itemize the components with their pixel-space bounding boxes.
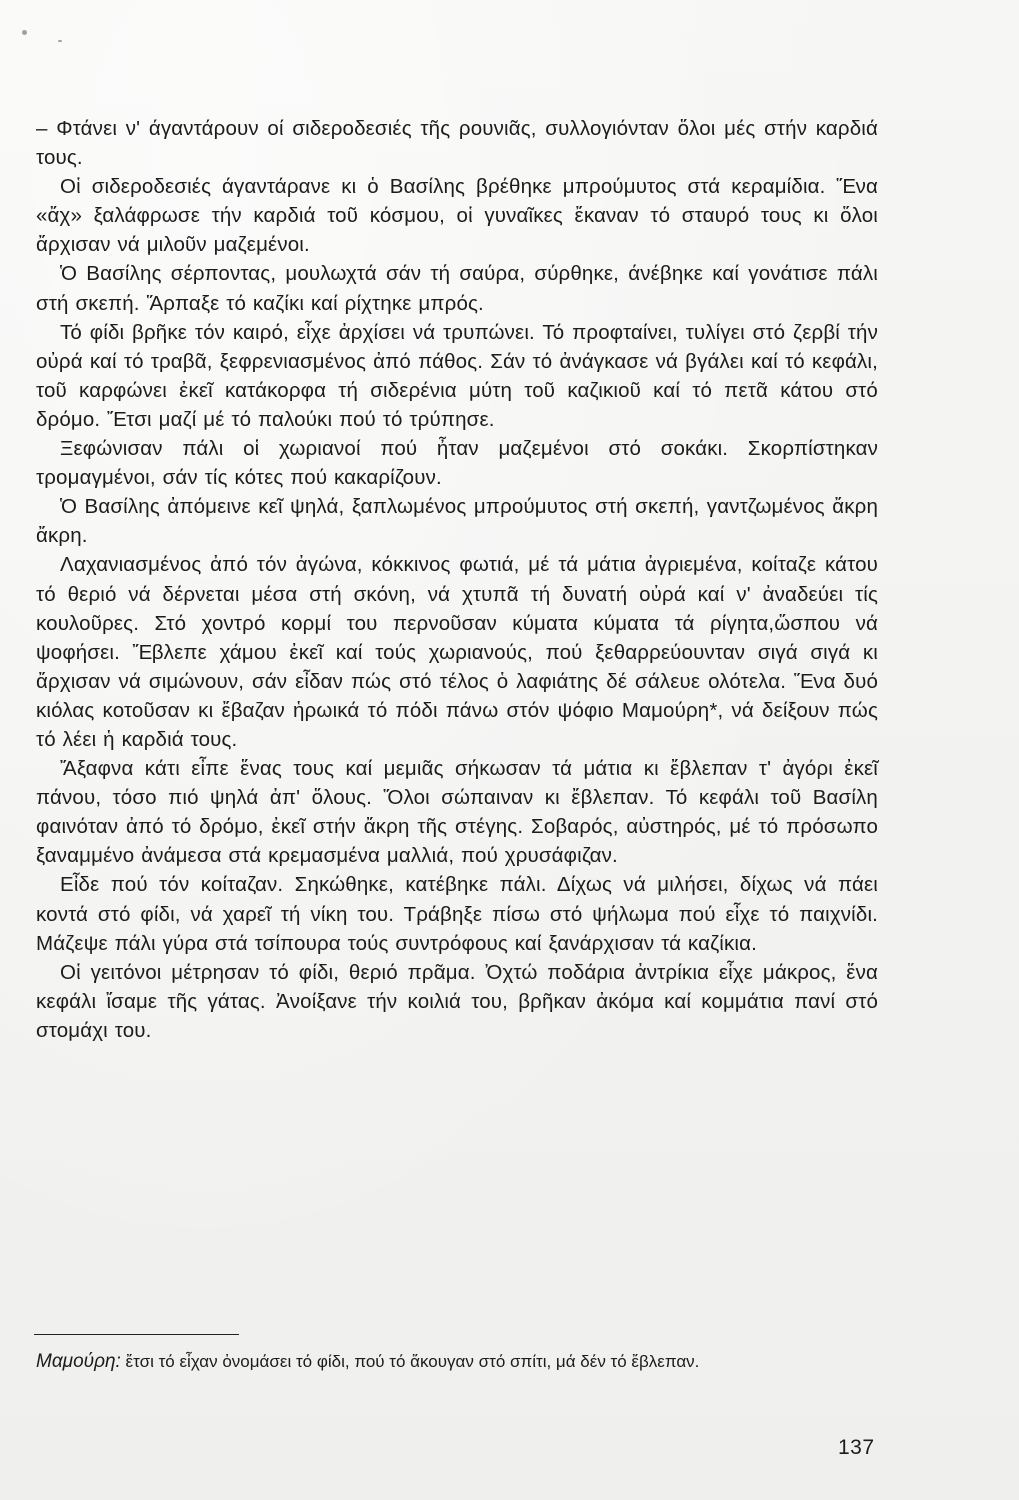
paragraph: Λαχανιασμένος ἀπό τόν ἀγώνα, κόκκινος φωτιά, μέ τά μάτια ἀγριεμένα, κοίταζε κάτου τό θεριό νά δέρνεται μέσα στή σκόνη, νά χτυπᾶ τή δυνατή οὐρά καί ν' ἀναδεύει τίς κουλοῦρες. Στό χοντρό κορμί του περνοῦσαν κύματα κύματα τά ρίγητα,ὥσπου νά ψοφήσει. Ἔβλεπε χάμου ἐκεῖ καί τούς χωριανούς, πού ξεθαρρεύουνταν σιγά σιγά κι ἄρχισαν νά σιμώνουν, σάν εἶδαν πώς στό τέλος ὁ λαφιάτης δέ σάλευε ολότελα. Ἕνα δυό κιόλας κοτοῦσαν κι ἔβαζαν ἡρωικά τό πόδι πάνω στόν ψόφιο Μαμούρη*, νά δείξουν πώς τό λέει ἡ καρδιά τους. xyxy=(36,553,878,751)
dust-speck xyxy=(22,30,27,35)
footnote xyxy=(36,1348,878,1376)
page-number: 137 xyxy=(838,1436,875,1459)
dust-speck xyxy=(58,40,62,42)
paragraph: Ξεφώνισαν πάλι οἱ χωριανοί πού ἦταν μαζεμένοι στό σοκάκι. Σκορπίστηκαν τρομαγμένοι, σάν τίς κότες πού κακαρίζουν. xyxy=(36,437,878,490)
body-text xyxy=(36,114,878,1045)
paragraph: Οἱ σιδεροδεσιές άγαντάρανε κι ὁ Βασίλης βρέθηκε μπρούμυτος στά κεραμίδια. Ἕνα «ἄχ» ξαλάφρωσε τήν καρδιά τοῦ κόσμου, οἱ γυναῖκες ἔκαναν τό σταυρό τους κι ὅλοι ἄρχισαν νά μιλοῦν μαζεμένοι. xyxy=(36,175,878,257)
footnote-text: ἔτσι τό εἶχαν ὀνομάσει τό φίδι, πού τό ἄκουγαν στό σπίτι, μά δέν τό ἔβλεπαν. xyxy=(125,1352,700,1371)
footnote-divider xyxy=(34,1334,239,1335)
paragraph: Ἄξαφνα κάτι εἶπε ἕνας τους καί μεμιᾶς σήκωσαν τά μάτια κι ἔβλεπαν τ' ἀγόρι ἐκεῖ πάνου, τόσο πιό ψηλά ἀπ' ὅλους. Ὅλοι σώπαιναν κι ἔβλεπαν. Τό κεφάλι τοῦ Βασίλη φαινόταν ἀπό τό δρόμο, ἐκεῖ στήν ἄκρη τῆς στέγης. Σοβαρός, αὐστηρός, μέ τό πρόσωπο ξαναμμένο ἀνάμεσα στά κρεμασμένα μαλλιά, πού χρυσάφιζαν. xyxy=(36,757,878,868)
footnote-term: Μαμούρη: xyxy=(36,1351,121,1372)
paragraph: Τό φίδι βρῆκε τόν καιρό, εἶχε ἀρχίσει νά τρυπώνει. Τό προφταίνει, τυλίγει στό ζερβί τήν οὐρά καί τό τραβᾶ, ξεφρενιασμένος ἀπό πάθος. Σάν τό ἀνάγκασε νά βγάλει καί τό κεφάλι, τοῦ καρφώνει ἐκεῖ κατάκορφα τή σιδερένια μύτη τοῦ καζικιοῦ καί τό πετᾶ κάτου στό δρόμο. Ἔτσι μαζί μέ τό παλούκι πού τό τρύπησε. xyxy=(36,320,878,431)
paragraph: Ὁ Βασίλης ἀπόμεινε κεῖ ψηλά, ξαπλωμένος μπρούμυτος στή σκεπή, γαντζωμένος ἄκρη ἄκρη. xyxy=(36,495,878,548)
paragraph: Ὁ Βασίλης σέρποντας, μουλωχτά σάν τή σαύρα, σύρθηκε, άνέβηκε καί γονάτισε πάλι στή σκεπή. Ἅρπαξε τό καζίκι καί ρίχτηκε μπρός. xyxy=(36,262,878,315)
paragraph: Εἶδε πού τόν κοίταζαν. Σηκώθηκε, κατέβηκε πάλι. Δίχως νά μιλήσει, δίχως νά πάει κοντά στό φίδι, νά χαρεῖ τή νίκη του. Τράβηξε πίσω στό ψήλωμα πού εἶχε τό παιχνίδι. Μάζεψε πάλι γύρα στά τσίπουρα τούς συντρόφους καί ξανάρχισαν τά καζίκια. xyxy=(36,873,878,955)
paragraph: – Φτάνει ν' άγαντάρουν οί σιδεροδεσιές τῆς ρουνιᾶς, συλλογιόνταν ὅλοι μές στήν καρδιά τους. xyxy=(36,117,878,170)
paragraph: Οἱ γειτόνοι μέτρησαν τό φίδι, θεριό πρᾶμα. Ὀχτώ ποδάρια ἀντρίκια εἶχε μάκρος, ἕνα κεφάλι ἴσαμε τῆς γάτας. Ἀνοίξανε τήν κοιλιά του, βρῆκαν ἀκόμα καί κομμάτια πανί στό στομάχι του. xyxy=(36,960,878,1042)
